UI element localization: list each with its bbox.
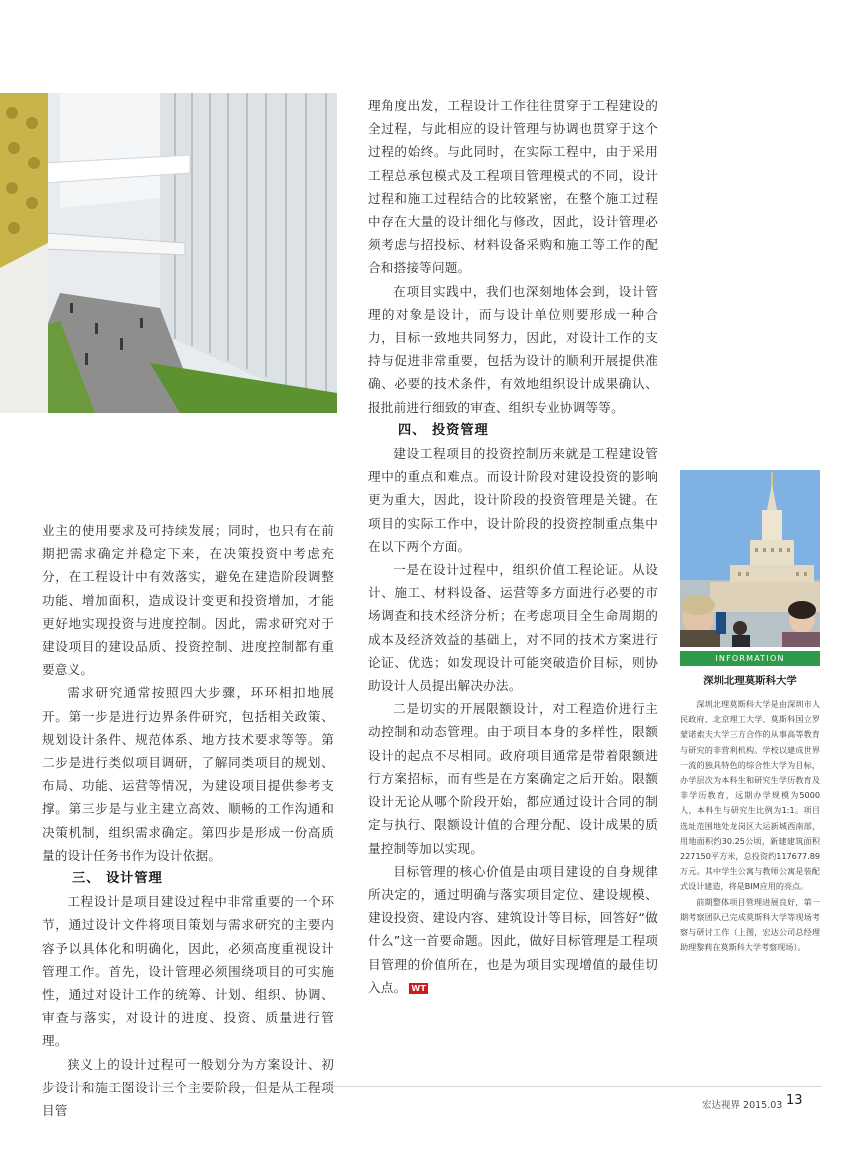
paragraph: 二是切实的开展限额设计，对工程造价进行主动控制和动态管理。由于项目本身的多样性，限额设计的起点不尽相同。政府项目通常是带着限额进行方案招标，而有些是在方案确定之后开始。限额设计无论从哪个阶段开始，都应通过设计合同的制定与执行、限额设计值的合理分配、设计成果的质量控制等加以实现。 bbox=[368, 701, 658, 856]
paragraph-final bbox=[368, 860, 658, 999]
campus-courtyard-photo bbox=[0, 93, 337, 413]
paragraph: 狭义上的设计过程可一般划分为方案设计、初步设计和施工图设计三个主要阶段，但是从工程项目管 bbox=[42, 1056, 334, 1119]
paragraph: 在项目实践中，我们也深刻地体会到，设计管理的对象是设计，而与设计单位则要形成一种合力，目标一致地共同努力，因此，对设计工作的支持与促进非常重要，包括为设计的顺利开展提供准确、必要的技术条件，有效地组织设计成果确认、报批前进行细致的审查、组织专业协调等等。 bbox=[368, 283, 658, 415]
paragraph: 一是在设计过程中，组织价值工程论证。从设计、施工、材料设备、运营等多方面进行必要的市场调查和技术经济分析；在考虑项目全生命周期的成本及经济效益的基础上，对不同的技术方案进行论证、优选；如发现设计可能突破造价目标，则协助设计人员提出解决办法。 bbox=[368, 562, 658, 694]
text-column-middle bbox=[368, 94, 658, 999]
sidebar-title: 深圳北理莫斯科大学 bbox=[703, 675, 797, 687]
page-number: 13 bbox=[786, 1093, 803, 1108]
paragraph: 理角度出发，工程设计工作往往贯穿于工程建设的全过程，与此相应的设计管理与协调也贯穿于这个过程的始终。与此同时，在实际工程中，由于采用工程总承包模式及工程项目管理模式的不同，设计过程和施工过程结合的比较紧密，在整个施工过程中存在大量的设计细化与修改，因此，设计管理必须考虑与招投标、材料设备采购和施工等工作的配合和搭接等问题。 bbox=[368, 98, 658, 276]
section-heading: 四、 投资管理 bbox=[398, 422, 489, 438]
section-heading: 三、 设计管理 bbox=[72, 871, 163, 887]
text-column-left bbox=[42, 519, 334, 1122]
paragraph: 业主的使用要求及可持续发展；同时，也只有在前期把需求确定并稳定下来，在决策投资中考虑充分，在工程设计中有效落实，避免在建造阶段调整功能、增加面积，造成设计变更和投资增加，才能更好地实现投资与进度控制。因此，需求研究对于建设项目的建设品质、投资控制、进度控制都有重要意义。 bbox=[42, 523, 334, 678]
sidebar-paragraph: 前期整体项目管理进展良好，第一期考察团队已完成莫斯科大学等现场考察与研讨工作（上图，宏达公司总经理助理黎莉在莫斯科大学考察现场）。 bbox=[680, 896, 820, 953]
paragraph: 建设工程项目的投资控制历来就是工程建设管理中的重点和难点。而设计阶段对建设投资的影响更为重大，因此，设计阶段的投资管理是关键。在项目的实际工作中，设计阶段的投资控制重点集中在以下两个方面。 bbox=[368, 446, 658, 554]
sidebar-paragraph: 深圳北理莫斯科大学是由深圳市人民政府、北京理工大学、莫斯科国立罗蒙诺索夫大学三方合作的从事高等教育与研究的非营利机构。学校以建成世界一流的独具特色的综合性大学为目标，办学层次为本科生和研究生学历教育及非学历教育，远期办学规模为5000人，本科生与研究生比例为1:1。项目选址范围地处龙岗区大运新城西南部，用地面积约30.25公顷，新建建筑面积227150平方米，总投资约117677.89万元。其中学生公寓与教师公寓是装配式设计建造，将是BIM应用的亮点。 bbox=[680, 699, 820, 892]
paragraph: 需求研究通常按照四大步骤，环环相扣地展开。第一步是进行边界条件研究，包括相关政策、规划设计条件、规范体系、地方技术要求等等。第二步是进行类似项目调研，了解同类项目的规划、布局、功能、运营等情况，为建设项目提供参考支撑。第三步是与业主建立高效、顺畅的工作沟通和决策机制，组织需求确定。第四步是形成一份高质量的设计任务书作为设计依据。 bbox=[42, 685, 334, 863]
paragraph-text: 目标管理的核心价值是由项目建设的自身规律所决定的，通过明确与落实项目定位、建设规模、建设投资、建设内容、建筑设计等目标，回答好“做什么”这一首要命题。因此，做好目标管理是工程项目管理的价值所在，也是为项目实现增值的最佳切入点。 bbox=[368, 863, 658, 995]
paragraph: 工程设计是项目建设过程中非常重要的一个环节，通过设计文件将项目策划与需求研究的主要内容予以具体化和明确化，因此，必须高度重视设计管理工作。首先，设计管理必须围绕项目的可实施性，通过对设计工作的统筹、计划、组织、协调、审查与落实，对设计的进度、投资、质量进行管理。 bbox=[42, 894, 334, 1049]
information-banner: INFORMATION bbox=[680, 651, 820, 666]
footer-divider bbox=[42, 1086, 822, 1087]
moscow-university-photo bbox=[680, 470, 820, 647]
magazine-issue: 宏达视界 2015.03 bbox=[702, 1100, 783, 1111]
end-mark-icon: WT bbox=[411, 983, 427, 993]
sidebar-text bbox=[680, 697, 820, 955]
